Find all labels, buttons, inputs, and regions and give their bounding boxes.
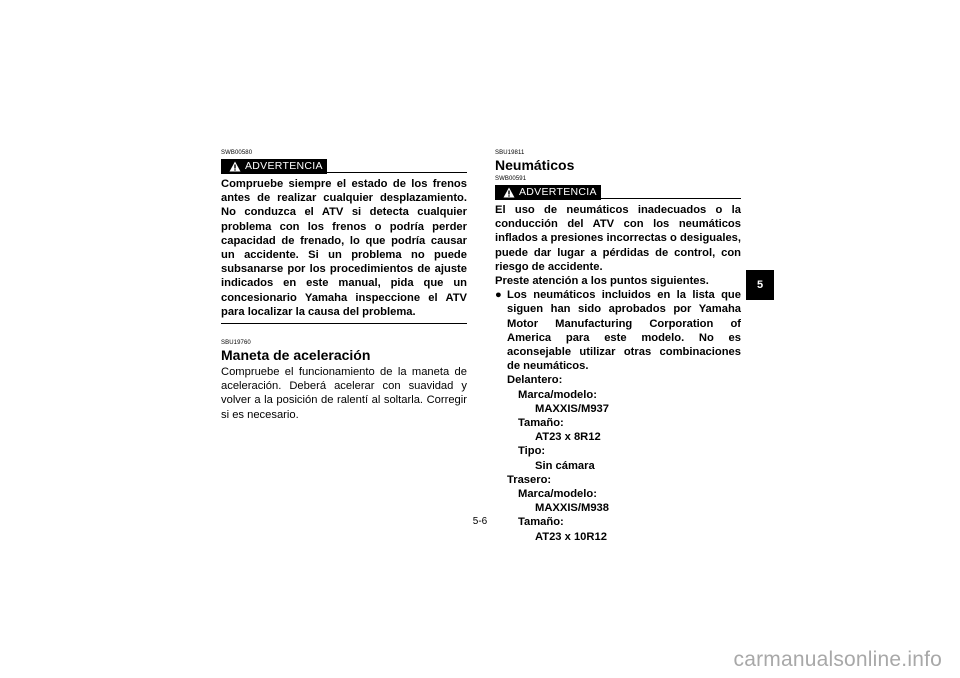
front-model: MAXXIS/M937 [535, 402, 609, 415]
front-label: Delantero: [507, 374, 563, 387]
chapter-tab: 5 [746, 270, 774, 300]
section-text: Compruebe el funcionamiento de la maneta de aceleración. Deberá acelerar con suavidad y volver a la posición de ralentí al soltarla. Corregir si es necesario. [221, 366, 467, 421]
right-column [495, 150, 741, 544]
warning-rule [601, 198, 741, 199]
list-item [495, 288, 741, 373]
warning-end-rule [221, 323, 467, 324]
warning-badge [221, 159, 327, 174]
front-size: AT23 x 8R12 [535, 431, 601, 444]
section-code: SBU19760 [221, 340, 251, 347]
warning-rule [327, 172, 467, 173]
section-code: SBU19811 [495, 150, 525, 156]
warning-text: Compruebe siempre el estado de los frenos antes de realizar cualquier desplazamiento. No conduzca el ATV si detecta cualquier problema con los frenos o podría perder capacidad de frenado, lo que podría causar un accidente. Si un problema no puede subsanarse por los procedimientos de ajuste indicados en este manual, pida que un concesionario Yamaha inspeccione el ATV para localizar la causa del problema. [221, 178, 467, 318]
watermark: carmanualsonline.info [733, 648, 942, 671]
warning-badge [495, 185, 601, 200]
rear-model-label: Marca/modelo: [518, 488, 597, 501]
front-size-label: Tamaño: [518, 417, 564, 430]
warning-label: ADVERTENCIA [519, 186, 597, 198]
bullet-text: Los neumáticos incluidos en la lista que siguen han sido aprobados por Yamaha Motor Manufacturing Corporation of America para este modelo. No es aconsejable utilizar otras combinaciones de neumáticos. [507, 289, 741, 373]
note-text: Preste atención a los puntos siguientes. [495, 275, 709, 288]
front-type: Sin cámara [535, 459, 595, 472]
rear-size: AT23 x 10R12 [535, 530, 607, 543]
bullet-icon: ● [495, 289, 502, 302]
front-type-label: Tipo: [518, 445, 546, 458]
warning-label: ADVERTENCIA [245, 160, 323, 172]
rear-size-label: Tamaño: [518, 516, 564, 529]
left-column [221, 150, 467, 422]
warning-triangle-icon [229, 161, 241, 172]
section-title: Neumáticos [495, 157, 575, 173]
page-number: 5-6 [472, 516, 488, 527]
rear-label: Trasero: [507, 473, 552, 486]
tire-list [495, 274, 741, 544]
warning-header [495, 184, 741, 200]
warning-code: SWB00580 [221, 150, 253, 156]
front-model-label: Marca/modelo: [518, 388, 597, 401]
warning-text: El uso de neumáticos inadecuados o la conducción del ATV con los neumáticos inflados a presiones incorrectas o desiguales, puede dar lugar a pérdidas de control, con riesgo de accidente. [495, 204, 741, 273]
warning-triangle-icon [503, 187, 515, 198]
warning-header [221, 158, 467, 174]
rear-model: MAXXIS/M938 [535, 502, 609, 515]
section-title: Maneta de aceleración [221, 347, 371, 364]
warning-code: SWB00591 [495, 176, 527, 182]
